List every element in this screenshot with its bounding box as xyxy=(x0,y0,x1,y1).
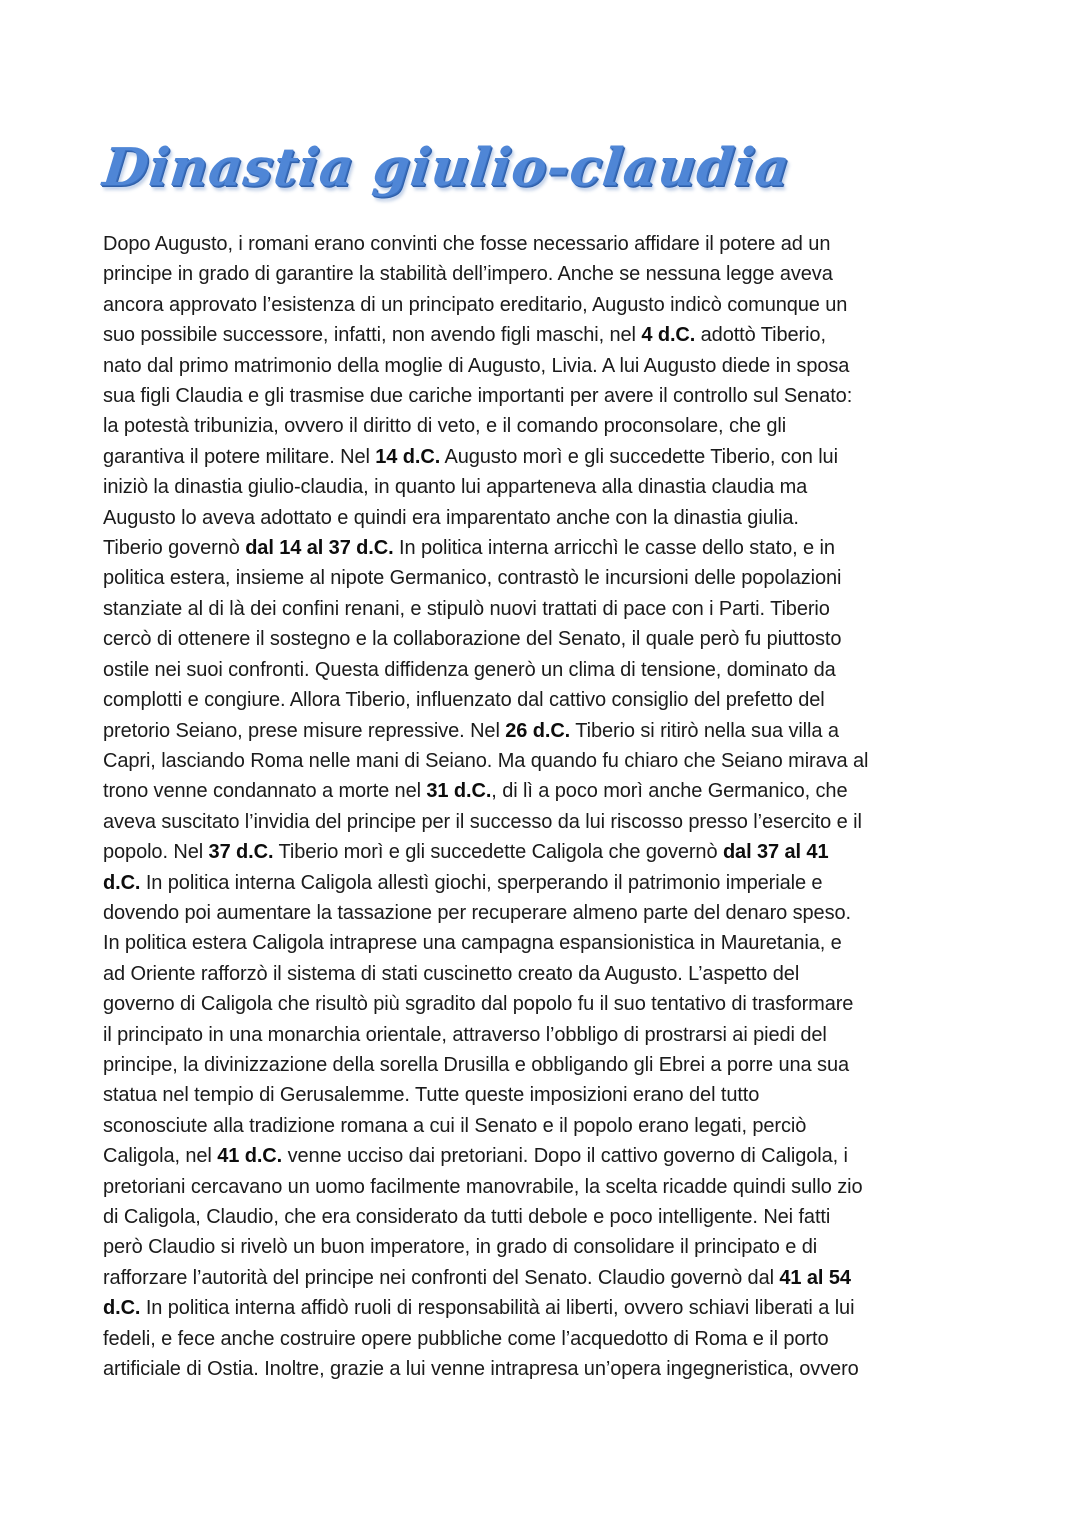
bold-date: 37 d.C. xyxy=(208,841,274,864)
text-line xyxy=(103,229,983,259)
text-run: la potestà tribunizia, ovvero il diritto di veto, e il comando proconsolare, che gli xyxy=(103,415,787,438)
text-run: iniziò la dinastia giulio-claudia, in quanto lui apparteneva alla dinastia claudia ma xyxy=(103,476,808,499)
text-run: il principato in una monarchia orientale, attraverso l’obbligo di prostrarsi ai piedi del xyxy=(103,1023,827,1046)
text-run: Capri, lasciando Roma nelle mani di Seiano. Ma quando fu chiaro che Seiano mirava al xyxy=(103,749,869,772)
text-run: Dopo Augusto, i romani erano convinti che fosse necessario affidare il potere ad un xyxy=(103,233,831,255)
text-run: sua figli Claudia e gli trasmise due cariche importanti per avere il controllo sul Senato: xyxy=(103,385,853,408)
text-run: trono venne condannato a morte nel xyxy=(103,780,427,803)
text-run: aveva suscitato l’invidia del principe per il successo da lui riscosso presso l’esercito e il xyxy=(103,810,862,833)
text-run: Tiberio si ritirò nella sua villa a xyxy=(570,719,839,742)
bold-date: 41 d.C. xyxy=(217,1145,283,1168)
bold-date: d.C. xyxy=(103,871,141,894)
text-run: Augusto lo aveva adottato e quindi era imparentato anche con la dinastia giulia. xyxy=(103,506,799,529)
text-run: fedeli, e fece anche costruire opere pubbliche come l’acquedotto di Roma e il porto xyxy=(103,1327,829,1350)
text-run: pretoriani cercavano un uomo facilmente manovrabile, la scelta ricadde quindi sullo zio xyxy=(103,1175,863,1198)
text-run: di Caligola, Claudio, che era considerato da tutti debole e poco intelligente. Nei fatti xyxy=(103,1206,831,1228)
text-run: rafforzare l’autorità del principe nei confronti del Senato. Claudio governò dal xyxy=(103,1266,780,1289)
text-line xyxy=(103,1141,983,1171)
text-line xyxy=(103,868,983,898)
text-line xyxy=(103,472,983,502)
body-paragraph xyxy=(103,229,983,1384)
bold-date: 31 d.C. xyxy=(426,780,492,803)
text-run: statua nel tempio di Gerusalemme. Tutte queste imposizioni erano del tutto xyxy=(103,1084,760,1107)
text-run: cercò di ottenere il sostegno e la collaborazione del Senato, il quale però fu piuttosto xyxy=(103,628,842,651)
text-line xyxy=(103,837,983,867)
text-line xyxy=(103,1232,983,1262)
bold-date: dal 14 al 37 d.C. xyxy=(245,537,394,560)
text-run: In politica interna Caligola allestì giochi, sperperando il patrimonio imperiale e xyxy=(140,871,823,894)
text-run: popolo. Nel xyxy=(103,841,209,864)
text-run: In politica interna arricchì le casse dello stato, e in xyxy=(393,537,835,560)
text-run: nato dal primo matrimonio della moglie di Augusto, Livia. A lui Augusto diede in sposa xyxy=(103,354,850,377)
text-run: ancora approvato l’esistenza di un principato ereditario, Augusto indicò comunque un xyxy=(103,293,848,316)
text-line xyxy=(103,259,983,289)
text-line xyxy=(103,928,983,958)
bold-date: 4 d.C. xyxy=(641,324,696,347)
text-line xyxy=(103,959,983,989)
text-run: In politica estera Caligola intraprese una campagna espansionistica in Mauretania, e xyxy=(103,932,842,955)
text-run: In politica interna affidò ruoli di responsabilità ai liberti, ovvero schiavi liberati a lui xyxy=(140,1297,855,1320)
bold-date: dal 37 al 41 xyxy=(722,841,829,864)
text-line xyxy=(103,411,983,441)
text-run: Tiberio morì e gli succedette Caligola che governò xyxy=(273,841,723,864)
text-line xyxy=(103,989,983,1019)
text-run: però Claudio si rivelò un buon imperatore, in grado di consolidare il principato e di xyxy=(103,1236,818,1259)
bold-date: d.C. xyxy=(103,1297,141,1320)
text-line xyxy=(103,1354,983,1384)
text-run: governo di Caligola che risultò più sgradito dal popolo fu il suo tentativo di trasformare xyxy=(103,993,854,1016)
text-line xyxy=(103,1293,983,1323)
text-line xyxy=(103,442,983,472)
text-run: politica estera, insieme al nipote Germanico, contrastò le incursioni delle popolazioni xyxy=(103,567,842,590)
text-run: Augusto morì e gli succedette Tiberio, con lui xyxy=(440,445,838,468)
text-line xyxy=(103,1020,983,1050)
text-line xyxy=(103,898,983,928)
text-line xyxy=(103,503,983,533)
text-line xyxy=(103,1263,983,1293)
text-line xyxy=(103,1324,983,1354)
text-run: principe, la divinizzazione della sorella Drusilla e obbligando gli Ebrei a porre una sua xyxy=(103,1053,849,1076)
bold-date: 14 d.C. xyxy=(375,445,441,468)
text-line xyxy=(103,1111,983,1141)
text-line xyxy=(103,1172,983,1202)
text-run: principe in grado di garantire la stabilità dell’impero. Anche se nessuna legge aveva xyxy=(103,263,833,286)
text-line xyxy=(103,746,983,776)
text-run: suo possibile successore, infatti, non avendo figli maschi, nel xyxy=(103,324,642,347)
text-line xyxy=(103,533,983,563)
text-run: dovendo poi aumentare la tassazione per recuperare almeno parte del denaro speso. xyxy=(103,901,851,924)
text-line xyxy=(103,320,983,350)
text-line xyxy=(103,1202,983,1232)
text-run: sconosciute alla tradizione romana a cui il Senato e il popolo erano legati, perciò xyxy=(103,1114,807,1137)
text-run: artificiale di Ostia. Inoltre, grazie a lui venne intrapresa un’opera ingegneristica, ovvero xyxy=(103,1358,859,1381)
text-line xyxy=(103,563,983,593)
text-run: complotti e congiure. Allora Tiberio, influenzato dal cattivo consiglio del prefetto del xyxy=(103,689,825,712)
text-line xyxy=(103,381,983,411)
text-run: Tiberio governò xyxy=(103,537,246,560)
text-line xyxy=(103,1050,983,1080)
text-run: , di lì a poco morì anche Germanico, che xyxy=(491,780,848,803)
bold-date: 41 al 54 xyxy=(779,1266,851,1289)
text-run: garantiva il potere militare. Nel xyxy=(103,445,376,468)
text-line xyxy=(103,716,983,746)
text-line xyxy=(103,624,983,654)
text-line xyxy=(103,685,983,715)
text-line xyxy=(103,776,983,806)
text-run: stanziate al di là dei confini renani, e stipulò nuovi trattati di pace con i Parti. Tiberio xyxy=(103,597,830,620)
text-run: ostile nei suoi confronti. Questa diffidenza generò un clima di tensione, dominato da xyxy=(103,658,836,681)
text-line xyxy=(103,1080,983,1110)
text-line xyxy=(103,655,983,685)
text-line xyxy=(103,807,983,837)
page-title: Dinastia giulio-claudia xyxy=(100,137,794,198)
text-line xyxy=(103,290,983,320)
text-run: Caligola, nel xyxy=(103,1145,218,1168)
text-run: pretorio Seiano, prese misure repressive. Nel xyxy=(103,719,506,742)
text-line xyxy=(103,594,983,624)
text-line xyxy=(103,351,983,381)
bold-date: 26 d.C. xyxy=(505,719,571,742)
text-run: ad Oriente rafforzò il sistema di stati cuscinetto creato da Augusto. L’aspetto del xyxy=(103,962,800,985)
text-run: adottò Tiberio, xyxy=(695,324,826,347)
text-run: venne ucciso dai pretoriani. Dopo il cattivo governo di Caligola, i xyxy=(282,1145,848,1168)
